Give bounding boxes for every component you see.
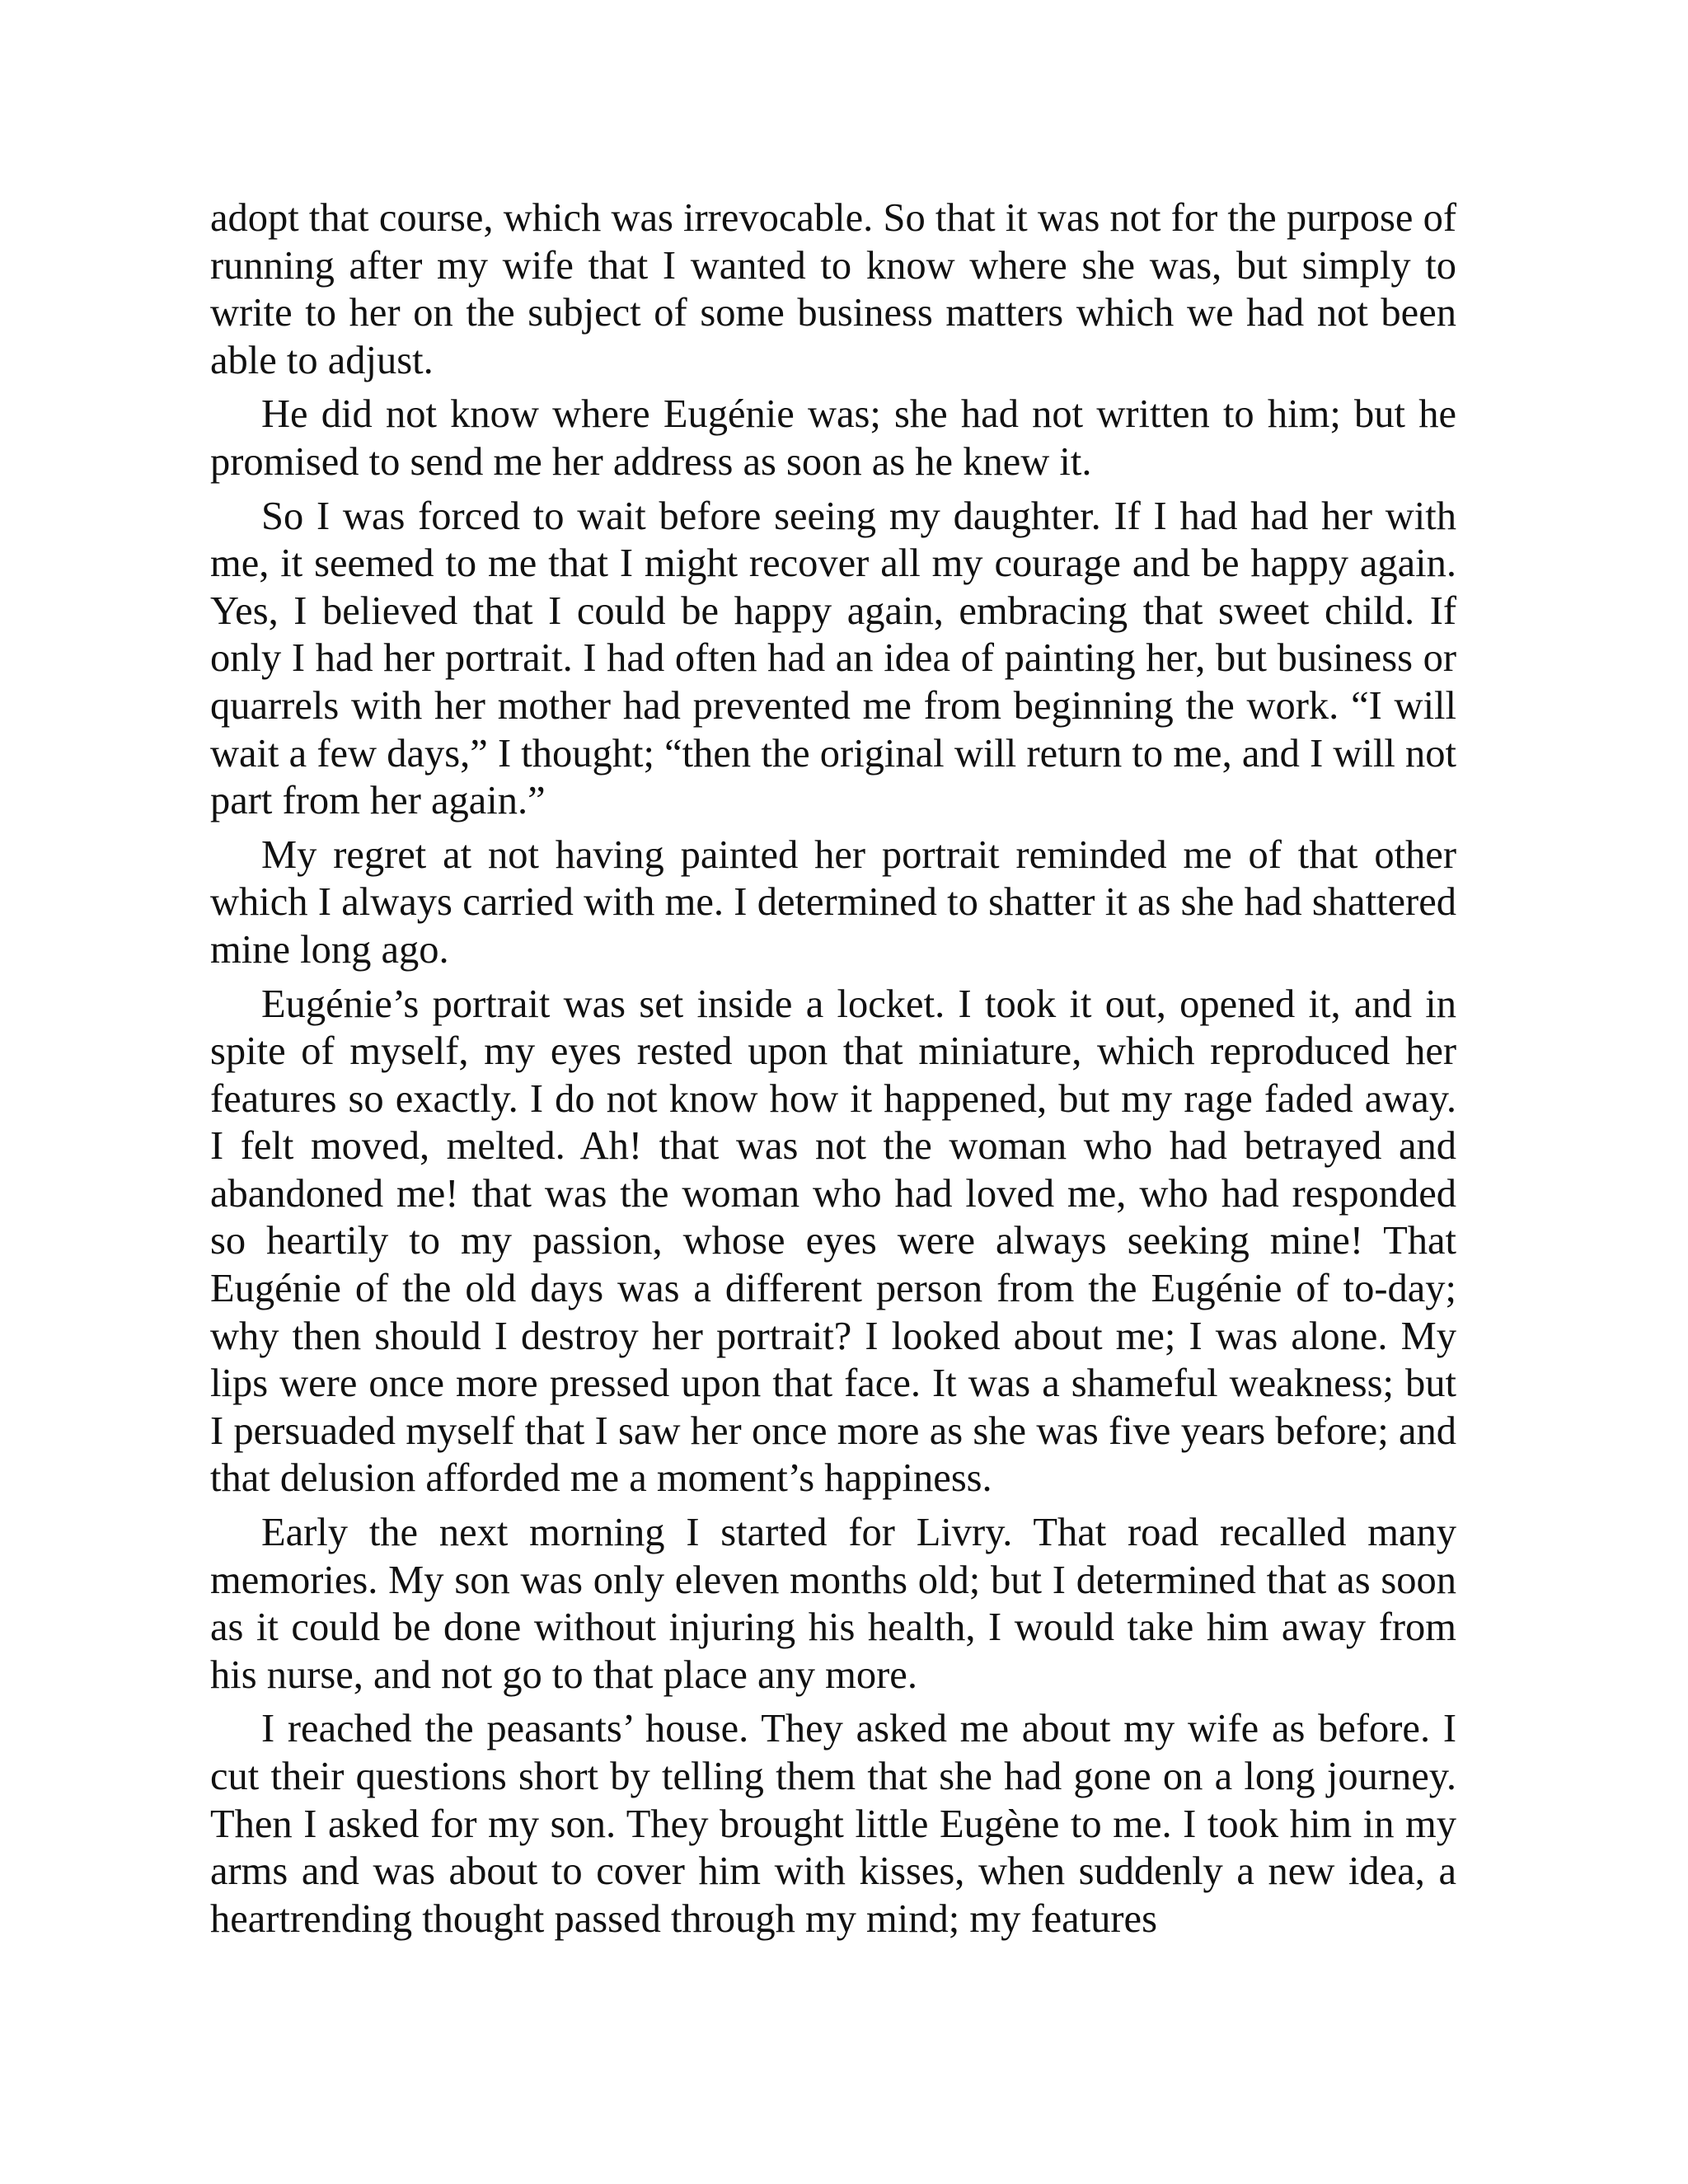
paragraph-2: He did not know where Eugénie was; she had not written to him; but he promised to send me her address as soon as he knew it. [210, 392, 1456, 484]
paragraph-7: I reached the peasants’ house. They asked me about my wife as before. I cut their questions short by telling them that she had gone on a long journey. Then I asked for my son. They brought little Eugène to me. I took him in my arms and was about to cover him with kisses, when suddenly a new idea, a heartrending thought passed through my mind; my features [210, 1707, 1456, 1941]
paragraph-5: Eugénie’s portrait was set inside a locket. I took it out, opened it, and in spite of myself, my eyes rested upon that miniature, which reproduced her features so exactly. I do not know how it happened, but my rage faded away. I felt moved, melted. Ah! that was not the woman who had betrayed and abandoned me! that was the woman who had loved me, who had responded so heartily to my passion, whose eyes were always seeking mine! That Eugénie of the old days was a different person from the Eugénie of to-day; why then should I destroy her portrait? I looked about me; I was alone. My lips were once more pressed upon that face. It was a shameful weakness; but I persuaded myself that I saw her once more as she was five years before; and that delusion afforded me a moment’s happiness. [210, 982, 1456, 1501]
paragraph-1: adopt that course, which was irrevocable. So that it was not for the purpose of running after my wife that I wanted to know where she was, but simply to write to her on the subject of some business matters which we had not been able to adjust. [210, 196, 1456, 382]
paragraph-3: So I was forced to wait before seeing my daughter. If I had had her with me, it seemed to me that I might recover all my courage and be happy again. Yes, I believed that I could be happy again, embracing that sweet child. If only I had her portrait. I had often had an idea of painting her, but business or quarrels with her mother had prevented me from beginning the work. “I will wait a few days,” I thought; “then the original will return to me, and I will not part from her again.” [210, 494, 1456, 823]
paragraph-4: My regret at not having painted her portrait reminded me of that other which I always carried with me. I determined to shatter it as she had shattered mine long ago. [210, 832, 1456, 972]
page-text [210, 194, 1456, 1949]
paragraph-6: Early the next morning I started for Livry. That road recalled many memories. My son was only eleven months old; but I determined that as soon as it could be done without injuring his health, I would take him away from his nurse, and not go to that place any more. [210, 1511, 1456, 1697]
